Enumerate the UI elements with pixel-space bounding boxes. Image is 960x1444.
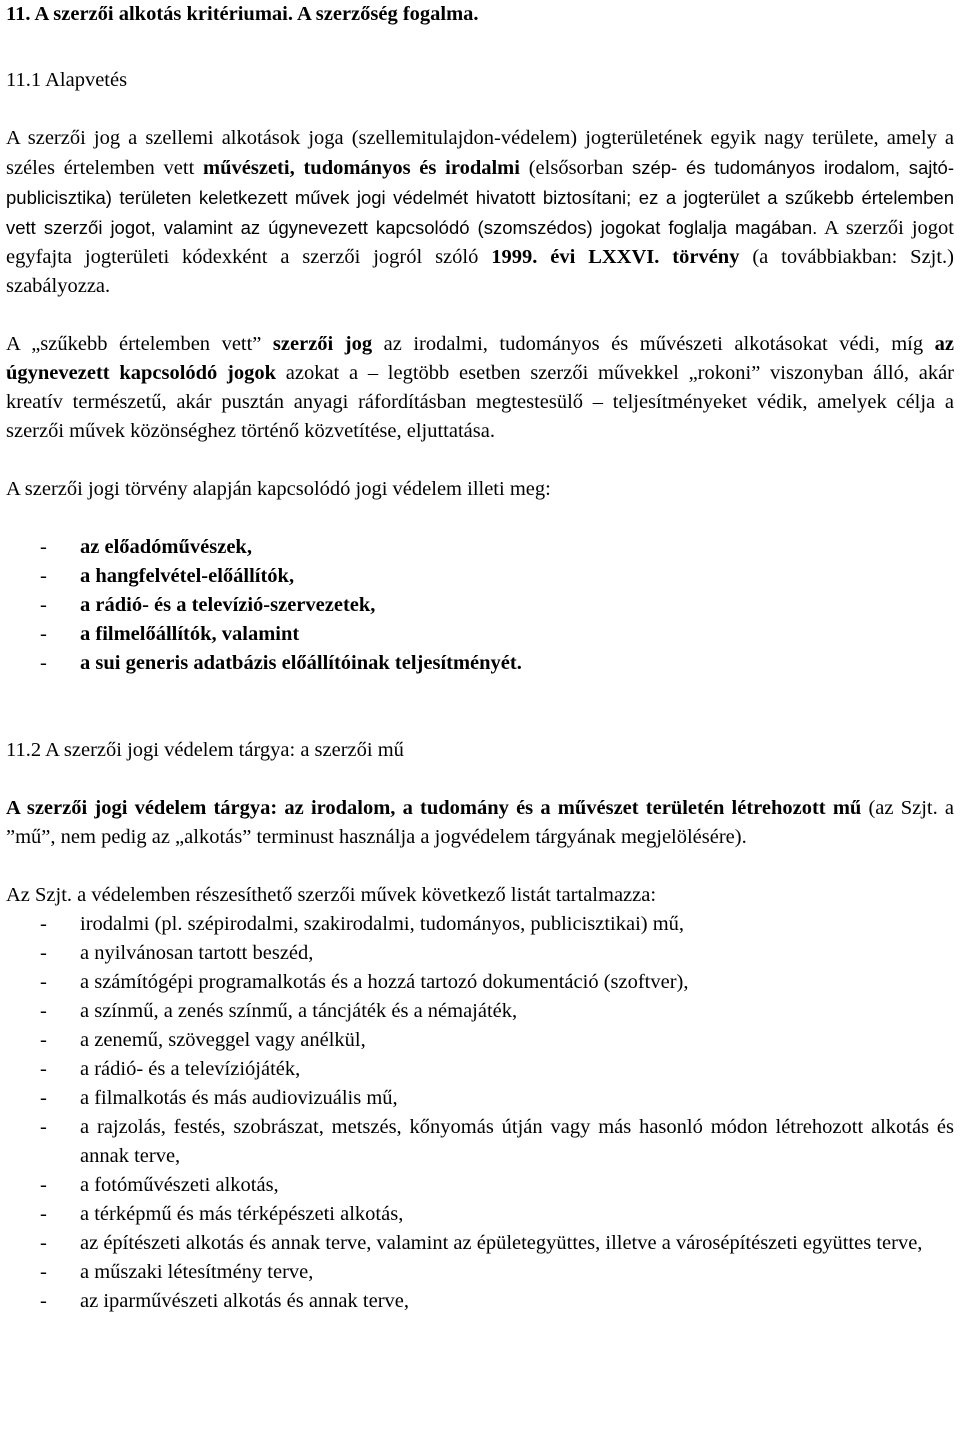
p1-bold-law: 1999. évi LXXVI. törvény [491,246,740,268]
p1-text-c: (elsősorban [519,157,632,179]
p2-bold-copyright: szerzői jog [272,333,373,355]
document-page [6,0,954,1316]
section-title-11-2: 11.2 A szerzői jogi védelem tárgya: a szerzői mű [6,739,404,761]
dash-bullet: - [40,971,47,993]
dash-bullet: - [40,565,47,587]
list-item: - a fotóművészeti alkotás, [6,1171,954,1200]
dash-bullet: - [40,1232,47,1254]
p1-sans-text: szép- és tudományos irodalom, sajtó-publicisztika) területen keletkezett művek jogi védelmét hivatott biztosítani; ez a jogterület a szűkebb értelemben vett szerzői jogot, valamint az úgynevezett kapcsolódó (szomszédos) jogokat foglalja magában. [6,157,954,238]
dash-bullet: - [40,594,47,616]
list-item: - a színmű, a zenés színmű, a táncjáték és a némajáték, [6,997,954,1026]
p1-bold-fields: művészeti, tudományos és irodalmi [203,157,520,179]
section-11-1-paragraph-1 [6,124,954,301]
p4-text-b: (az Szjt. a ”mű”, nem pedig az „alkotás” terminust használja a jogvédelem tárgyának megjelölésére). [6,797,954,848]
chapter-heading: 11. A szerzői alkotás kritériumai. A szerzőség fogalma. [6,3,479,25]
dash-bullet: - [40,1116,47,1138]
list-item: - a rádió- és a televízió-szervezetek, [6,591,954,620]
dash-bullet: - [40,1203,47,1225]
section-title-11-1: 11.1 Alapvetés [6,69,128,91]
list-item: - a rádió- és a televíziójáték, [6,1055,954,1084]
dash-bullet: - [40,1174,47,1196]
dash-bullet: - [40,1058,47,1080]
p1-text-a: A szerzői jog a szellemi alkotások joga (szellemitulajdon-védelem) jogterületének egyik nagy területe, amely a széles értelemben vett [6,127,954,179]
list-item: - irodalmi (pl. szépirodalmi, szakirodalmi, tudományos, publicisztikai) mű, [6,910,954,939]
list-item: - a számítógépi programalkotás és a hozzá tartozó dokumentáció (szoftver), [6,968,954,997]
dash-bullet: - [40,1029,47,1051]
p4-bold-subject: A szerzői jogi védelem tárgya: az irodalom, a tudomány és a művészet területén létrehozott mű [6,797,862,819]
protected-works-list [6,910,954,1316]
dash-bullet: - [40,652,47,674]
list-item: - a hangfelvétel-előállítók, [6,562,954,591]
p2-text-c: az irodalmi, tudományos és művészeti alkotásokat védi, míg [372,333,935,355]
dash-bullet: - [40,1261,47,1283]
dash-bullet: - [40,1000,47,1022]
p1-text-e: A szerzői jogot egyfajta jogterületi kódexként a szerzői jogról szóló [6,217,955,268]
dash-bullet: - [40,913,47,935]
related-rights-list [6,533,954,678]
list-item: - a műszaki létesítmény terve, [6,1258,954,1287]
section-11-1-paragraph-2 [6,330,954,446]
list-item: - a sui generis adatbázis előállítóinak teljesítményét. [6,649,954,678]
p2-text-e: azokat a – legtöbb esetben szerzői művekkel „rokoni” viszonyban álló, akár kreatív természetű, akár pusztán anyagi ráfordításban megtestesülő – teljesítményeket védik, amelyek célja a szerzői művek közönséghez történő közvetítése, eljuttatása. [6,362,954,442]
list-item: - az iparművészeti alkotás és annak terve, [6,1287,954,1316]
dash-bullet: - [40,1087,47,1109]
p2-text-a: A „szűkebb értelemben vett” [6,333,273,355]
p2-bold-related-rights: az úgynevezett kapcsolódó jogok [6,333,954,384]
dash-bullet: - [40,536,47,558]
list-item: - a térképmű és más térképészeti alkotás, [6,1200,954,1229]
list-item: - a zenemű, szöveggel vagy anélkül, [6,1026,954,1055]
dash-bullet: - [40,623,47,645]
dash-bullet: - [40,1290,47,1312]
list-item: - a filmalkotás és más audiovizuális mű, [6,1084,954,1113]
list-item: - a nyilvánosan tartott beszéd, [6,939,954,968]
list-item: - az előadóművészek, [6,533,954,562]
section-11-1-paragraph-3: A szerzői jogi törvény alapján kapcsolódó jogi védelem illeti meg: [6,478,551,500]
list-item: - a filmelőállítók, valamint [6,620,954,649]
list-item: - a rajzolás, festés, szobrászat, metszés, kőnyomás útján vagy más hasonló módon létrehozott alkotás és annak terve, [6,1113,954,1171]
list-item: - az építészeti alkotás és annak terve, valamint az épületegyüttes, illetve a városépítészeti együttes terve, [6,1229,954,1258]
dash-bullet: - [40,942,47,964]
p1-text-g: (a továbbiakban: Szjt.) szabályozza. [6,246,955,297]
section-11-2-paragraph-2: Az Szjt. a védelemben részesíthető szerzői művek következő listát tartalmazza: [6,884,657,906]
section-11-2-paragraph-1 [6,794,954,852]
